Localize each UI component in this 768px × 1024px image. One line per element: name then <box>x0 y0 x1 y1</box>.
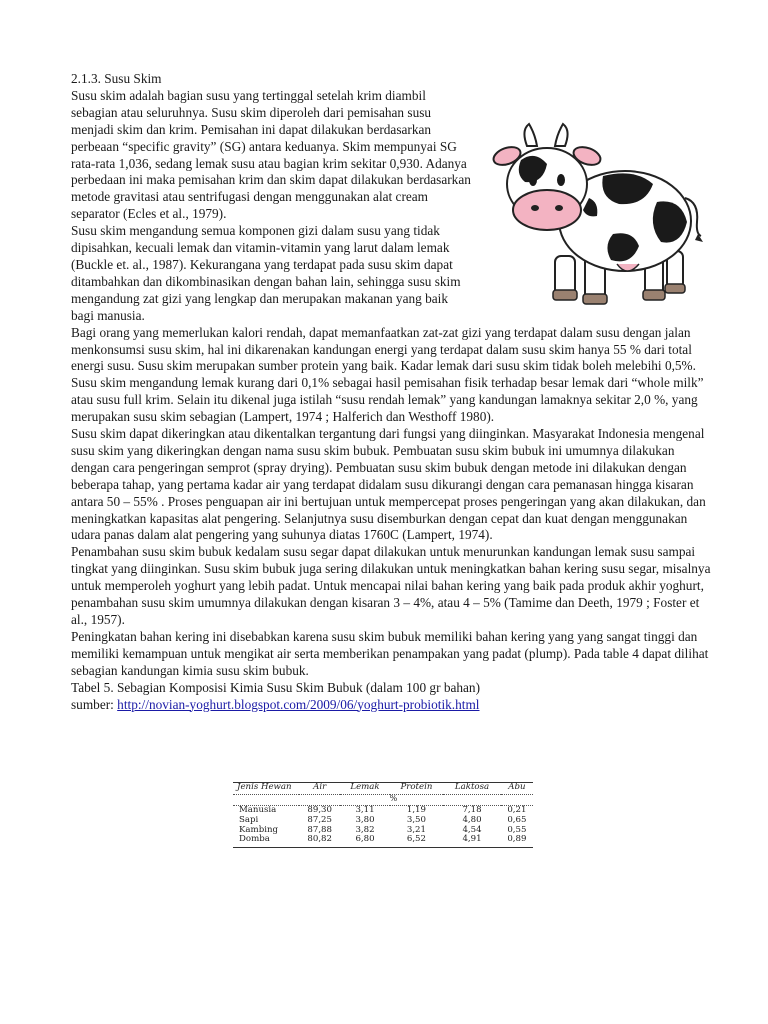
header-jenis-hewan: Jenis Hewan <box>237 782 292 792</box>
header-protein: Protein <box>400 782 433 792</box>
table-row: Sapi 87,25 3,80 3,50 4,80 0,65 <box>239 814 527 825</box>
table-row: Kambing 87,88 3,82 3,21 4,54 0,55 <box>239 824 527 835</box>
unit-label: % <box>389 794 398 803</box>
table-caption: Tabel 5. Sebagian Komposisi Kimia Susu Skim Bubuk (dalam 100 gr bahan) <box>71 679 481 695</box>
paragraph-6: Peningkatan bahan kering ini disebabkan karena susu skim bubuk memiliki bahan kering yang yang sangat tinggi dan memiliki kemampuan untuk mengikat air serta memberikan penampakan yang padat (plump). Pada table 4 dapat dilihat sebagian kandungan kimia susu skim bubuk. <box>71 628 709 678</box>
cow-illustration <box>485 106 711 312</box>
source-line <box>71 697 711 714</box>
paragraph-5: Penambahan susu skim bubuk kedalam susu segar dapat dilakukan untuk menurunkan kandungan lemak susu sampai tingkat yang diinginkan. Susu skim bubuk juga sering dilakukan untuk meningkatkan bahan kering susu segar, misalnya untuk memperoleh yoghurt yang lebih padat. Untuk mencapai nilai bahan kering yang baik pada produk akhir yoghurt, penambahan susu skim umumnya dilakukan dengan kisaran 3 – 4%, atau 4 – 5% (Tamime dan Deeth, 1979 ; Foster et al., 1957). <box>71 544 711 627</box>
table-row: Manusia 89,30 3,11 1,19 7,18 0,21 <box>239 805 527 815</box>
composition-table-image <box>233 782 533 848</box>
source-label: sumber: <box>71 696 114 712</box>
paragraph-3: Bagi orang yang memerlukan kalori rendah, dapat memanfaatkan zat-zat gizi yang terdapat dalam susu dengan jalan menkonsumsi susu skim, hal ini dikarenakan kandungan energi yang terdapat dalam susu skim hanya 55 % dari total energi susu. Susu skim merupakan sumber protein yang baik. Kadar lemak dari susu skim tidak boleh melebihi 0,5%. Susu skim mengandung lemak kurang dari 0,1% sebagai hasil pemisahan fisik terhadap besar lemak dari “whole milk” atau susu full krim. Selain itu dikenal juga istilah “susu rendah lemak” yang kandungan lamaknya sekitar 2,0 %, yang merupakan susu skim sebagian (Lampert, 1974 ; Halferich dan Westhoff 1980). <box>71 324 704 425</box>
paragraph-2: Susu skim mengandung semua komponen gizi dalam susu yang tidak dipisahkan, kecuali lemak dan vitamin-vitamin yang larut dalam lemak (Buckle et. al., 1987). Kekurangana yang terdapat pada susu skim dapat ditambahkan dan dikombinasikan dengan bahan lain, sehingga susu skim mengandung zat gizi yang lengkap dan merupakan makanan yang baik bagi manusia. <box>71 223 461 323</box>
section-heading: 2.1.3. Susu Skim <box>71 71 162 86</box>
header-laktosa: Laktosa <box>454 782 490 792</box>
composition-table <box>233 782 533 848</box>
header-air: Air <box>313 782 327 792</box>
table-header-row <box>233 783 533 792</box>
document-body <box>71 71 711 713</box>
header-lemak: Lemak <box>350 782 380 792</box>
header-abu: Abu <box>508 782 526 792</box>
paragraph-1: Susu skim adalah bagian susu yang tertinggal setelah krim diambil sebagian atau seluruhnya. Susu skim diperoleh dari pemisahan susu menjadi skim dan krim. Pemisahan ini dapat dilakukan berdasarkan perbeaan “specific gravity” (SG) antara keduanya. Skim mempunyai SG rata-rata 1,036, sedang lemak susu atau bagian krim sekitar 0,930. Adanya perbedaan ini maka pemisahan krim dan skim dapat dilakukan berdasarkan metode gravitasi atau sentrifugasi dengan menggunakan alat cream separator (Ecles et al., 1979). <box>71 87 471 222</box>
paragraph-4: Susu skim dapat dikeringkan atau dikentalkan tergantung dari fungsi yang diinginkan. Masyarakat Indonesia mengenal susu skim yang dikeringkan dengan nama susu skim bubuk. Pembuatan susu skim bubuk ini umumnya dilakukan dengan cara pengeringan semprot (spray drying). Pembuatan susu skim bubuk dengan metode ini dilakukan dengan beberapa tahap, yang pertama kadar air yang terdapat didalam susu dikurangi dengan cara pemanasan hingga kisaran antara 50 – 55% . Proses penguapan air ini bertujuan untuk mempercepat proses pengeringan yang akan dilakukan, dan meningkatkan kapasitas alat pengering. Selanjutnya susu disemburkan dengan cepat dan kuat dengan menggunakan udara panas dalam alat pengering yang suhunya diatas 1760C (Lampert, 1974). <box>71 426 706 543</box>
table-row: Domba 80,82 6,80 6,52 4,91 0,89 <box>239 834 527 845</box>
source-link[interactable]: http://novian-yoghurt.blogspot.com/2009/06/yoghurt-probiotik.html <box>117 696 480 712</box>
